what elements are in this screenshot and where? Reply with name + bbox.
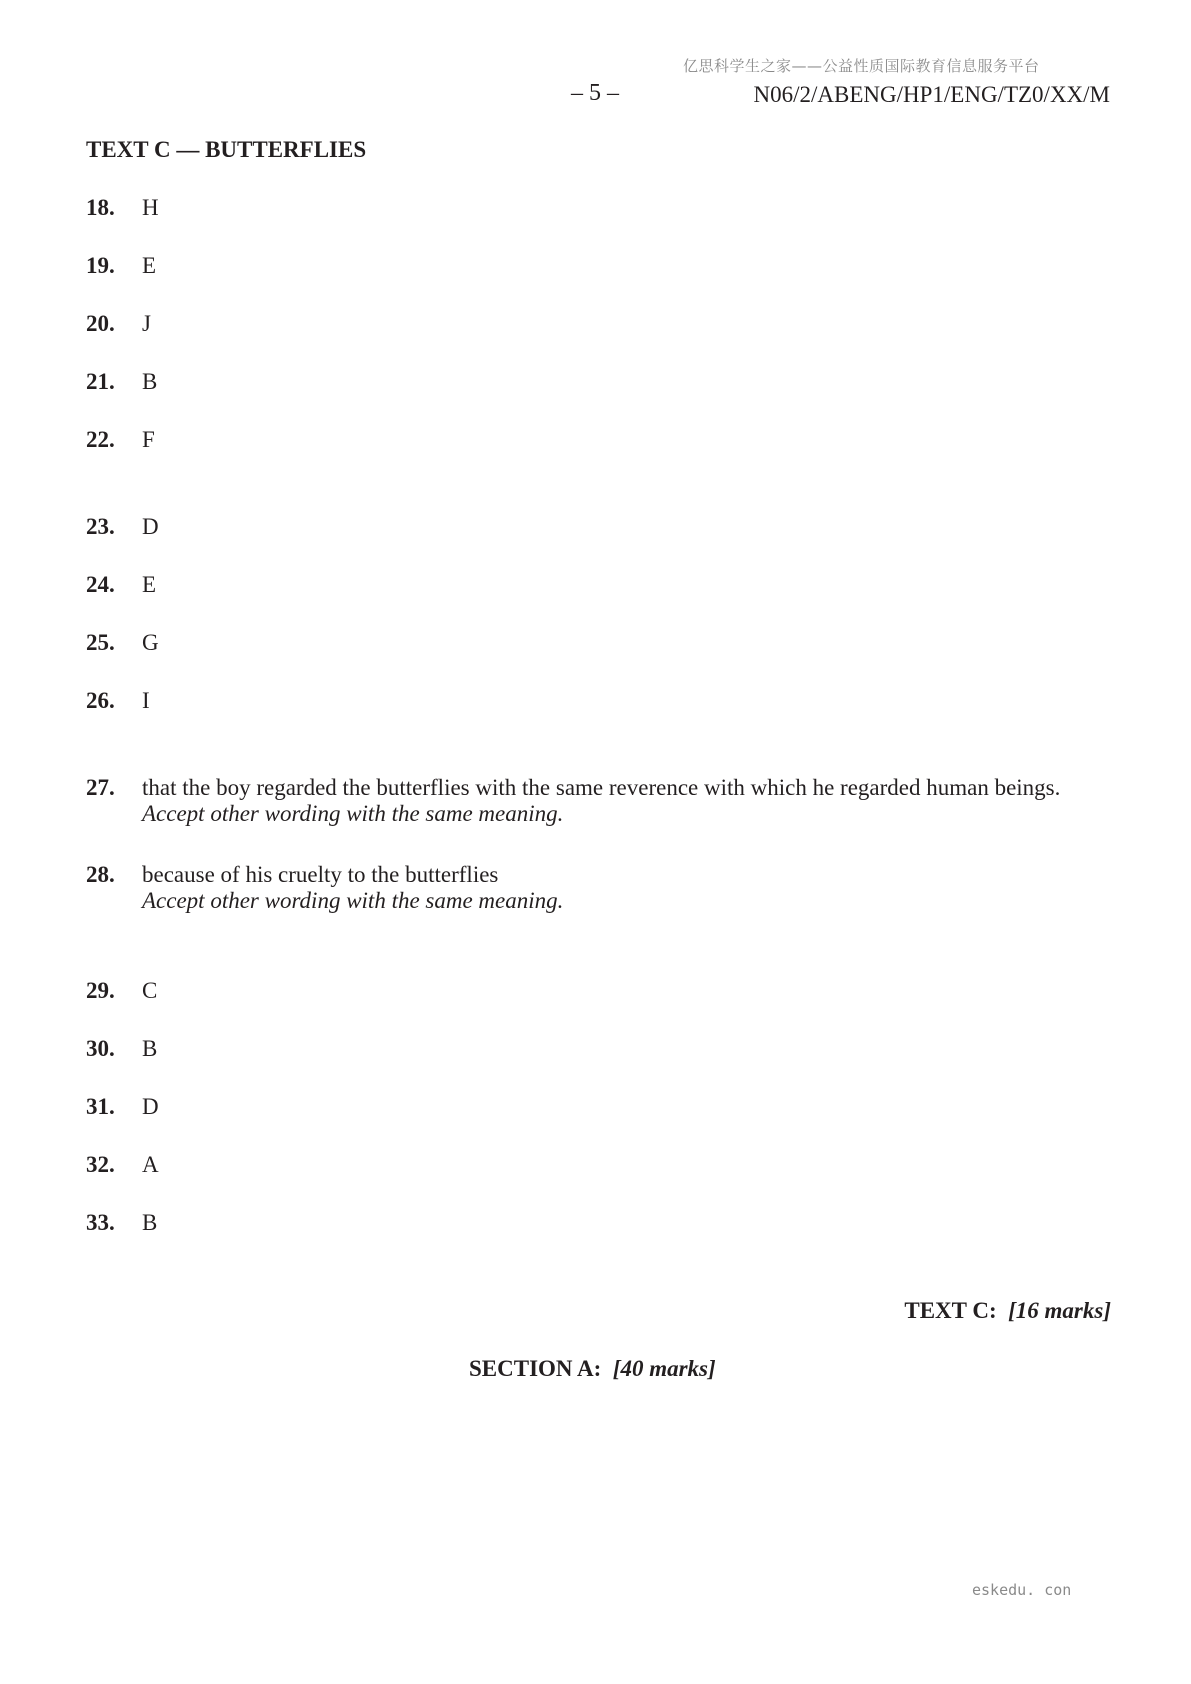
page-number: – 5 – bbox=[571, 80, 619, 106]
question-number: 19. bbox=[86, 253, 115, 278]
answer-note: Accept other wording with the same meaning. bbox=[142, 888, 564, 913]
question-number: 27. bbox=[86, 775, 115, 800]
question-number: 33. bbox=[86, 1210, 115, 1235]
question-number: 20. bbox=[86, 311, 115, 336]
answer-note: Accept other wording with the same meaning. bbox=[142, 801, 564, 826]
text-c-marks-value: [16 marks] bbox=[1008, 1298, 1111, 1323]
answer-text: E bbox=[142, 572, 157, 597]
answer-main: because of his cruelty to the butterflies bbox=[142, 862, 499, 887]
question-number: 22. bbox=[86, 427, 115, 452]
answer-text: F bbox=[142, 427, 155, 452]
question-number: 28. bbox=[86, 862, 115, 887]
question-number: 30. bbox=[86, 1036, 115, 1061]
answer-text bbox=[142, 775, 1060, 827]
answer-main: that the boy regarded the butterflies with the same reverence with which he regarded human beings. bbox=[142, 775, 1061, 800]
answer-text: A bbox=[142, 1152, 159, 1177]
answer-text: C bbox=[142, 978, 158, 1003]
answer-text: B bbox=[142, 369, 158, 394]
question-number: 18. bbox=[86, 195, 115, 220]
question-number: 25. bbox=[86, 630, 115, 655]
paper-code: N06/2/ABENG/HP1/ENG/TZ0/XX/M bbox=[753, 82, 1110, 107]
answer-text: B bbox=[142, 1036, 158, 1061]
answer-text: H bbox=[142, 195, 159, 220]
answer-text: D bbox=[142, 514, 159, 539]
text-c-label: TEXT C: bbox=[904, 1298, 997, 1323]
section-heading: TEXT C — BUTTERFLIES bbox=[86, 137, 367, 162]
answer-text: J bbox=[142, 311, 151, 336]
answer-text: D bbox=[142, 1094, 159, 1119]
question-number: 32. bbox=[86, 1152, 115, 1177]
section-a-label: SECTION A: bbox=[469, 1356, 602, 1381]
answer-text: B bbox=[142, 1210, 158, 1235]
section-a-marks-value: [40 marks] bbox=[612, 1356, 716, 1381]
question-number: 26. bbox=[86, 688, 115, 713]
answer-text: I bbox=[142, 688, 150, 713]
answer-text bbox=[142, 862, 563, 914]
question-number: 23. bbox=[86, 514, 115, 539]
text-c-marks bbox=[904, 1298, 1111, 1324]
question-number: 21. bbox=[86, 369, 115, 394]
answer-text: E bbox=[142, 253, 157, 278]
answer-text: G bbox=[142, 630, 159, 655]
footer-watermark: eskedu. con bbox=[972, 1581, 1072, 1599]
question-number: 31. bbox=[86, 1094, 115, 1119]
question-number: 24. bbox=[86, 572, 115, 597]
header-watermark: 亿思科学生之家——公益性质国际教育信息服务平台 bbox=[683, 57, 1040, 75]
section-a-marks bbox=[469, 1356, 716, 1382]
question-number: 29. bbox=[86, 978, 115, 1003]
